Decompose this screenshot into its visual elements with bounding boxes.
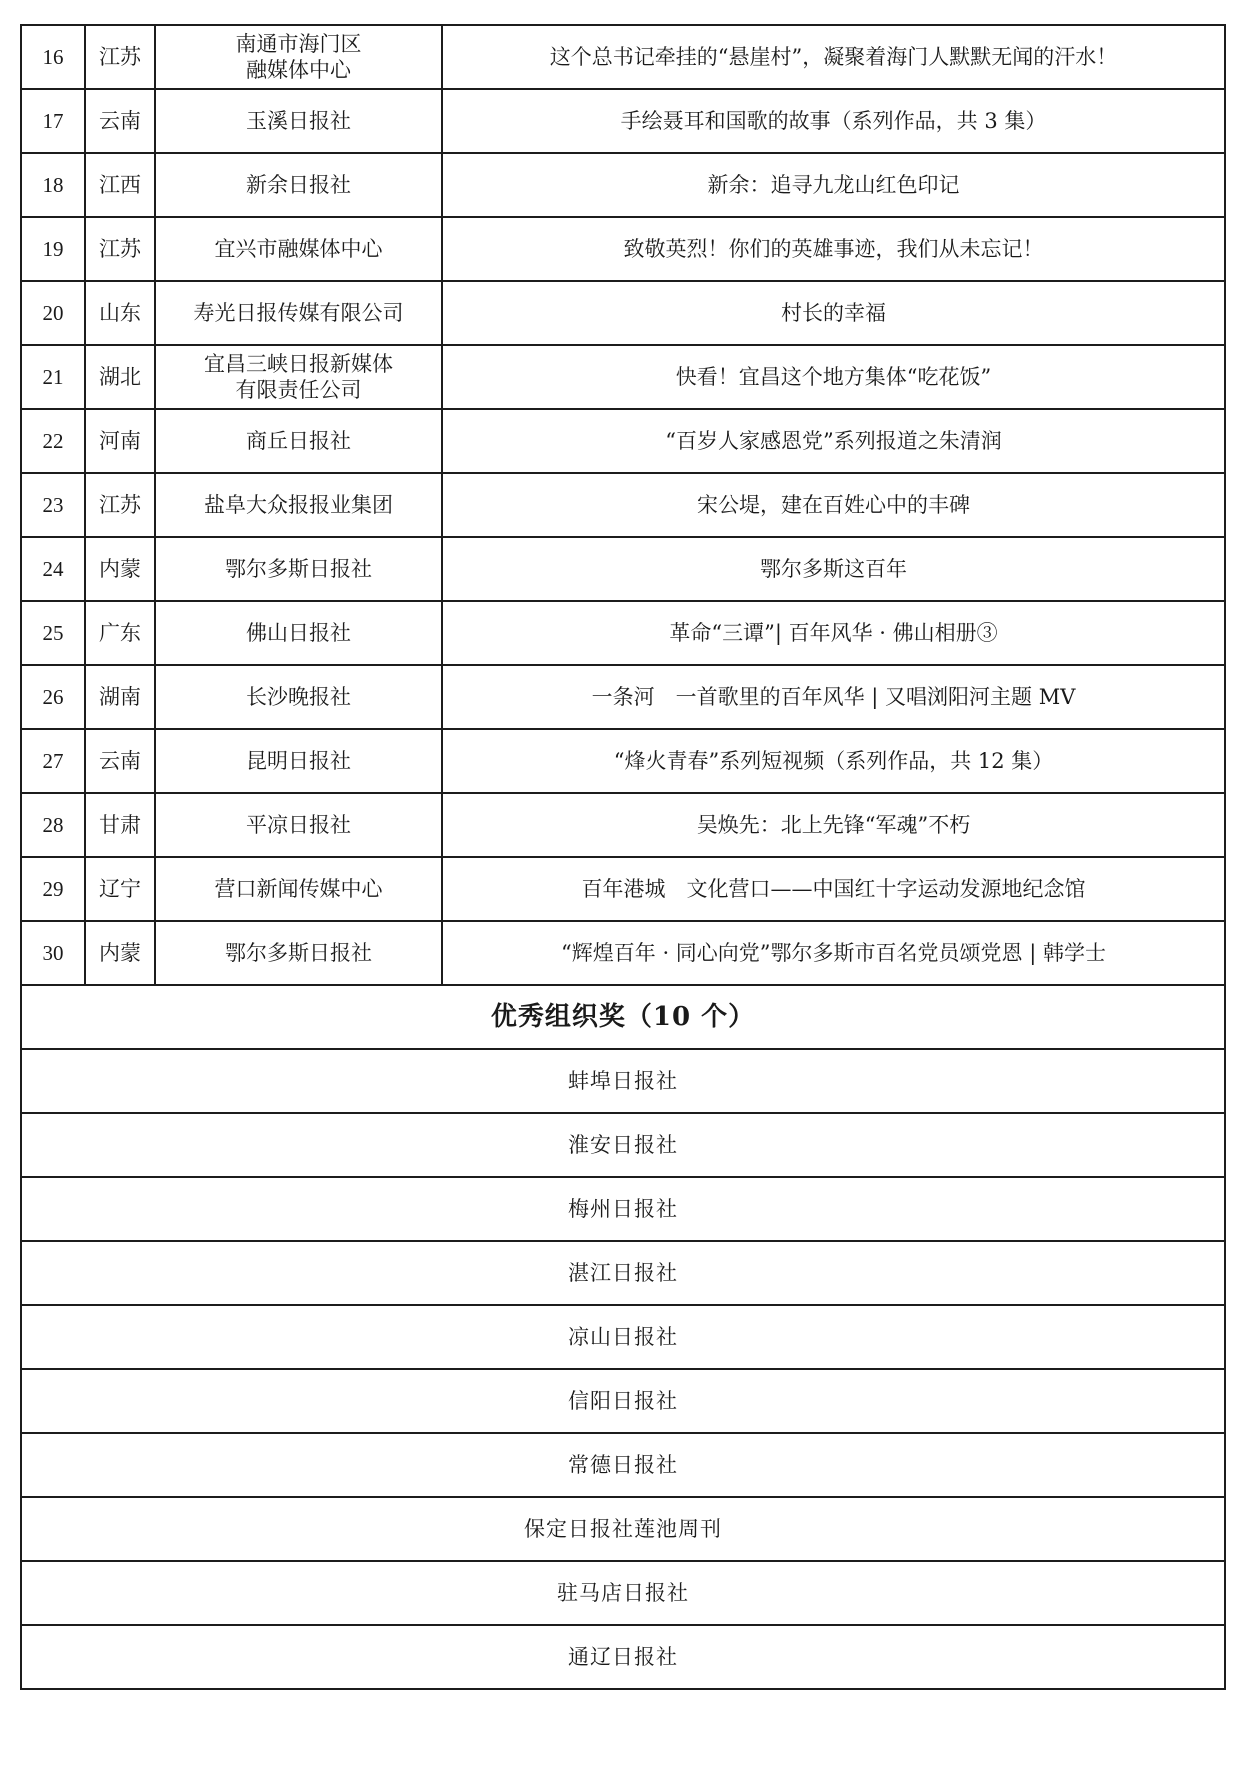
award-row: [21, 153, 1225, 217]
award-unit-line: 盐阜大众报报业集团: [204, 493, 393, 517]
org-award-row: [21, 1369, 1225, 1433]
award-unit: [155, 153, 442, 217]
org-award-unit: 保定日报社莲池周刊: [21, 1497, 1225, 1561]
award-unit-line: 有限责任公司: [235, 378, 362, 402]
award-work-title: 手绘聂耳和国歌的故事（系列作品，共 3 集）: [442, 89, 1225, 153]
award-row: [21, 217, 1225, 281]
org-award-row: [21, 1049, 1225, 1113]
org-award-unit: 通辽日报社: [21, 1625, 1225, 1689]
award-number: 25: [21, 601, 85, 665]
org-award-row: [21, 1113, 1225, 1177]
award-province: 河南: [85, 409, 155, 473]
award-row: [21, 793, 1225, 857]
award-unit: [155, 921, 442, 985]
award-unit-line: 鄂尔多斯日报社: [225, 557, 372, 581]
award-number: 26: [21, 665, 85, 729]
award-row: [21, 729, 1225, 793]
award-number: 20: [21, 281, 85, 345]
award-unit: [155, 89, 442, 153]
award-work-title: 百年港城 文化营口——中国红十字运动发源地纪念馆: [442, 857, 1225, 921]
award-number: 23: [21, 473, 85, 537]
award-province: 湖南: [85, 665, 155, 729]
award-number: 27: [21, 729, 85, 793]
award-unit-line: 玉溪日报社: [246, 109, 351, 133]
org-award-row: [21, 1241, 1225, 1305]
award-work-title: 致敬英烈！你们的英雄事迹，我们从未忘记！: [442, 217, 1225, 281]
award-unit: [155, 217, 442, 281]
award-province: 甘肃: [85, 793, 155, 857]
award-province: 江苏: [85, 473, 155, 537]
award-province: 江苏: [85, 25, 155, 89]
award-unit-line: 新余日报社: [246, 173, 351, 197]
org-award-row: [21, 1497, 1225, 1561]
award-row: [21, 281, 1225, 345]
org-award-row: [21, 1561, 1225, 1625]
award-province: 内蒙: [85, 921, 155, 985]
org-award-title: 优秀组织奖（10 个）: [21, 985, 1225, 1049]
org-award-row: [21, 1305, 1225, 1369]
org-award-unit: 驻马店日报社: [21, 1561, 1225, 1625]
award-unit-line: 宜兴市融媒体中心: [214, 237, 383, 261]
award-number: 28: [21, 793, 85, 857]
award-table-body: [21, 25, 1225, 1689]
award-unit-line: 昆明日报社: [246, 749, 351, 773]
award-unit-line: 南通市海门区: [235, 32, 362, 56]
award-unit: [155, 473, 442, 537]
award-number: 29: [21, 857, 85, 921]
award-row: [21, 665, 1225, 729]
award-work-title: 新余：追寻九龙山红色印记: [442, 153, 1225, 217]
award-unit-line: 鄂尔多斯日报社: [225, 941, 372, 965]
award-row: [21, 473, 1225, 537]
award-row: [21, 25, 1225, 89]
award-number: 17: [21, 89, 85, 153]
award-unit-line: 融媒体中心: [246, 58, 351, 82]
award-work-title: 一条河 一首歌里的百年风华 | 又唱浏阳河主题 MV: [442, 665, 1225, 729]
award-province: 广东: [85, 601, 155, 665]
award-unit-line: 平凉日报社: [246, 813, 351, 837]
award-unit: [155, 281, 442, 345]
award-unit: [155, 25, 442, 89]
award-province: 云南: [85, 729, 155, 793]
org-award-row: [21, 1177, 1225, 1241]
award-unit-line: 商丘日报社: [246, 429, 351, 453]
award-number: 22: [21, 409, 85, 473]
org-award-unit: 常德日报社: [21, 1433, 1225, 1497]
award-work-title: 快看！宜昌这个地方集体“吃花饭”: [442, 345, 1225, 409]
award-number: 21: [21, 345, 85, 409]
award-row: [21, 857, 1225, 921]
award-row: [21, 601, 1225, 665]
award-unit: [155, 409, 442, 473]
award-number: 18: [21, 153, 85, 217]
award-row: [21, 345, 1225, 409]
award-work-title: 吴焕先：北上先锋“军魂”不朽: [442, 793, 1225, 857]
award-unit: [155, 345, 442, 409]
award-work-title: “辉煌百年 · 同心向党”鄂尔多斯市百名党员颂党恩 | 韩学士: [442, 921, 1225, 985]
org-award-header-row: [21, 985, 1225, 1049]
award-unit: [155, 537, 442, 601]
award-unit-line: 营口新闻传媒中心: [214, 877, 383, 901]
award-unit-line: 长沙晚报社: [246, 685, 351, 709]
award-work-title: 鄂尔多斯这百年: [442, 537, 1225, 601]
award-row: [21, 409, 1225, 473]
award-unit: [155, 857, 442, 921]
award-province: 辽宁: [85, 857, 155, 921]
award-number: 19: [21, 217, 85, 281]
org-award-unit: 梅州日报社: [21, 1177, 1225, 1241]
award-unit: [155, 665, 442, 729]
award-unit-line: 宜昌三峡日报新媒体: [204, 352, 393, 376]
award-province: 山东: [85, 281, 155, 345]
award-unit: [155, 793, 442, 857]
award-table: [20, 24, 1226, 1690]
award-work-title: 这个总书记牵挂的“悬崖村”，凝聚着海门人默默无闻的汗水！: [442, 25, 1225, 89]
award-number: 16: [21, 25, 85, 89]
org-award-row: [21, 1625, 1225, 1689]
award-work-title: “百岁人家感恩党”系列报道之朱清润: [442, 409, 1225, 473]
org-award-row: [21, 1433, 1225, 1497]
award-work-title: 村长的幸福: [442, 281, 1225, 345]
award-province: 云南: [85, 89, 155, 153]
award-unit: [155, 729, 442, 793]
award-number: 30: [21, 921, 85, 985]
award-unit: [155, 601, 442, 665]
org-award-unit: 蚌埠日报社: [21, 1049, 1225, 1113]
award-work-title: 革命“三谭”| 百年风华 · 佛山相册③: [442, 601, 1225, 665]
org-award-unit: 信阳日报社: [21, 1369, 1225, 1433]
award-unit-line: 佛山日报社: [246, 621, 351, 645]
award-row: [21, 537, 1225, 601]
award-work-title: 宋公堤，建在百姓心中的丰碑: [442, 473, 1225, 537]
award-province: 湖北: [85, 345, 155, 409]
award-number: 24: [21, 537, 85, 601]
org-award-unit: 湛江日报社: [21, 1241, 1225, 1305]
award-row: [21, 89, 1225, 153]
org-award-unit: 淮安日报社: [21, 1113, 1225, 1177]
award-work-title: “烽火青春”系列短视频（系列作品，共 12 集）: [442, 729, 1225, 793]
org-award-unit: 凉山日报社: [21, 1305, 1225, 1369]
award-unit-line: 寿光日报传媒有限公司: [193, 301, 404, 325]
award-province: 江苏: [85, 217, 155, 281]
award-row: [21, 921, 1225, 985]
award-province: 江西: [85, 153, 155, 217]
award-province: 内蒙: [85, 537, 155, 601]
